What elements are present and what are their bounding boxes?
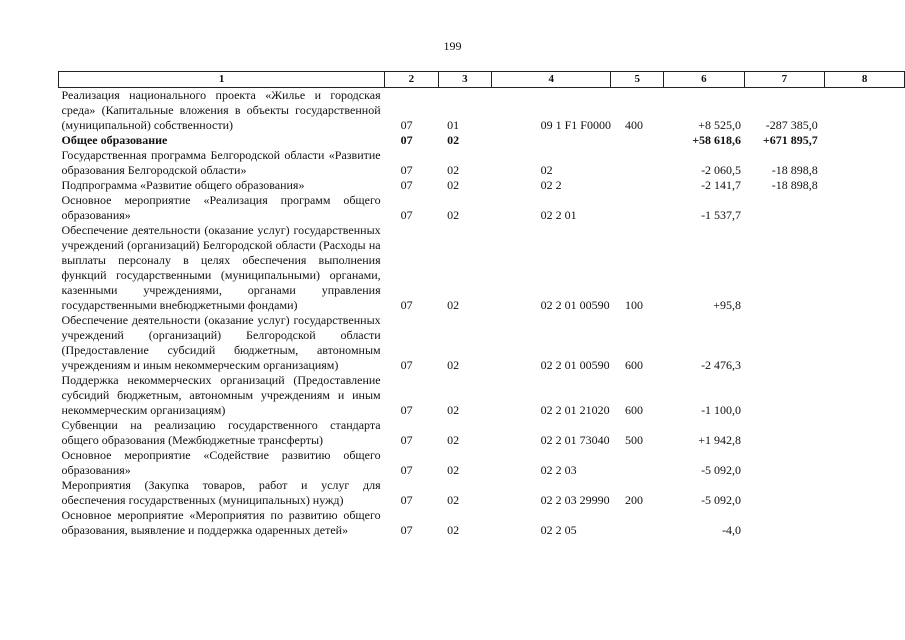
budget-table	[58, 71, 905, 538]
amount-col6: -2 476,3	[701, 358, 742, 372]
amount-col7	[744, 448, 825, 478]
amount-col6: -5 092,0	[701, 493, 742, 507]
subsection-code: 02	[447, 493, 460, 507]
amount-col8	[825, 223, 905, 313]
row-name: Реализация национального проекта «Жилье и городская среда» (Капитальные вложения в объекты государственной (муниципальной) собственности)	[61, 88, 381, 132]
row-name: Мероприятия (Закупка товаров, работ и услуг для обеспечения государственных (муниципальных) нужд)	[61, 478, 381, 507]
column-header: 4	[492, 72, 611, 88]
subsection-code: 02	[447, 208, 460, 222]
amount-col8	[825, 418, 905, 448]
row-name: Основное мероприятие «Реализация программ общего образования»	[61, 193, 381, 222]
section-code: 07	[400, 433, 413, 447]
subsection-code: 02	[447, 403, 460, 417]
amount-col7	[744, 223, 825, 313]
section-code: 07	[400, 298, 413, 312]
amount-col8	[825, 448, 905, 478]
expense-type-code	[611, 448, 664, 478]
row-name: Поддержка некоммерческих организаций (Предоставление субсидий бюджетным, автономным учреждениям и иным некоммерческим организациям)	[61, 373, 381, 417]
expense-type-code	[611, 508, 664, 538]
target-article-code: 09 1 F1 F0000	[540, 118, 611, 132]
column-header: 7	[744, 72, 825, 88]
table-header-row	[59, 72, 905, 88]
amount-col7: -18 898,8	[771, 163, 818, 177]
expense-type-code: 600	[624, 403, 643, 417]
column-header: 5	[611, 72, 664, 88]
table-row	[59, 178, 905, 193]
expense-type-code	[611, 148, 664, 178]
amount-col6: +1 942,8	[698, 433, 742, 447]
table-row	[59, 508, 905, 538]
amount-col8	[825, 193, 905, 223]
expense-type-code: 600	[624, 358, 643, 372]
column-header: 6	[664, 72, 744, 88]
target-article-code: 02 2 01	[540, 208, 577, 222]
table-row	[59, 193, 905, 223]
amount-col8	[825, 478, 905, 508]
target-article-code: 02 2	[540, 178, 562, 192]
amount-col8	[825, 313, 905, 373]
section-code: 07	[400, 358, 413, 372]
amount-col8	[825, 373, 905, 418]
section-code: 07	[400, 463, 413, 477]
amount-col8	[825, 133, 905, 148]
row-name: Основное мероприятие «Содействие развитию общего образования»	[61, 448, 381, 477]
expense-type-code: 200	[624, 493, 643, 507]
row-name: Обеспечение деятельности (оказание услуг) государственных учреждений (организаций) Белгородской области (Расходы на выплаты персоналу в целях обеспечения выполнения функций государственными (муниципальными) органами, казенными учреждениями, органами управления государственными внебюджетными фондами)	[61, 223, 381, 312]
column-header: 2	[385, 72, 439, 88]
target-article-code: 02 2 03	[540, 463, 577, 477]
section-code: 07	[400, 178, 413, 192]
row-name: Обеспечение деятельности (оказание услуг) государственных учреждений (организаций) Белгородской области (Предоставление субсидий бюджетным, автономным учреждениям и иным некоммерческим организациям)	[61, 313, 381, 372]
amount-col8	[825, 148, 905, 178]
section-code: 07	[400, 403, 413, 417]
section-code: 07	[400, 118, 413, 132]
amount-col7	[744, 193, 825, 223]
amount-col6: -1 100,0	[701, 403, 742, 417]
target-article-code: 02 2 01 21020	[540, 403, 610, 417]
section-code: 07	[400, 133, 413, 147]
expense-type-code	[611, 193, 664, 223]
subsection-code: 02	[447, 523, 460, 537]
amount-col6: -2 141,7	[701, 178, 742, 192]
page-number: 199	[443, 39, 462, 53]
subsection-code: 02	[447, 163, 460, 177]
column-header: 1	[59, 72, 385, 88]
subsection-code: 02	[447, 298, 460, 312]
column-header: 3	[438, 72, 491, 88]
subsection-code: 02	[447, 133, 460, 147]
row-name: Подпрограмма «Развитие общего образования»	[61, 178, 305, 192]
amount-col6: -1 537,7	[701, 208, 742, 222]
expense-type-code	[611, 133, 664, 148]
table-row	[59, 223, 905, 313]
table-row	[59, 478, 905, 508]
row-name: Общее образование	[61, 133, 168, 147]
expense-type-code: 400	[624, 118, 643, 132]
table-row	[59, 88, 905, 134]
amount-col7	[744, 478, 825, 508]
amount-col7	[744, 313, 825, 373]
amount-col7	[744, 373, 825, 418]
target-article-code: 02 2 05	[540, 523, 577, 537]
subsection-code: 02	[447, 433, 460, 447]
subsection-code: 01	[447, 118, 460, 132]
section-code: 07	[400, 523, 413, 537]
target-article-code: 02	[540, 163, 553, 177]
amount-col7: -287 385,0	[765, 118, 818, 132]
expense-type-code	[611, 178, 664, 193]
amount-col6: -5 092,0	[701, 463, 742, 477]
target-article-code: 02 2 01 00590	[540, 298, 610, 312]
amount-col7	[744, 508, 825, 538]
table-row	[59, 373, 905, 418]
amount-col7: +671 895,7	[762, 133, 818, 147]
target-article-code	[492, 133, 611, 148]
amount-col7: -18 898,8	[771, 178, 818, 192]
amount-col6: +8 525,0	[698, 118, 742, 132]
section-code: 07	[400, 163, 413, 177]
amount-col7	[744, 418, 825, 448]
row-name: Основное мероприятие «Мероприятия по развитию общего образования, выявление и поддержка одаренных детей»	[61, 508, 381, 537]
target-article-code: 02 2 01 00590	[540, 358, 610, 372]
subsection-code: 02	[447, 178, 460, 192]
amount-col8	[825, 178, 905, 193]
amount-col8	[825, 88, 905, 134]
row-name: Государственная программа Белгородской области «Развитие образования Белгородской области»	[61, 148, 381, 177]
section-code: 07	[400, 493, 413, 507]
expense-type-code: 100	[624, 298, 643, 312]
target-article-code: 02 2 03 29990	[540, 493, 610, 507]
amount-col6: -4,0	[722, 523, 742, 537]
amount-col6: +95,8	[713, 298, 742, 312]
subsection-code: 02	[447, 358, 460, 372]
subsection-code: 02	[447, 463, 460, 477]
table-row	[59, 313, 905, 373]
expense-type-code: 500	[624, 433, 643, 447]
table-row	[59, 133, 905, 148]
amount-col8	[825, 508, 905, 538]
section-code: 07	[400, 208, 413, 222]
table-row	[59, 148, 905, 178]
amount-col6: +58 618,6	[692, 133, 742, 147]
row-name: Субвенции на реализацию государственного стандарта общего образования (Межбюджетные трансферты)	[61, 418, 381, 447]
amount-col6: -2 060,5	[701, 163, 742, 177]
table-row	[59, 418, 905, 448]
table-row	[59, 448, 905, 478]
target-article-code: 02 2 01 73040	[540, 433, 610, 447]
column-header: 8	[825, 72, 905, 88]
